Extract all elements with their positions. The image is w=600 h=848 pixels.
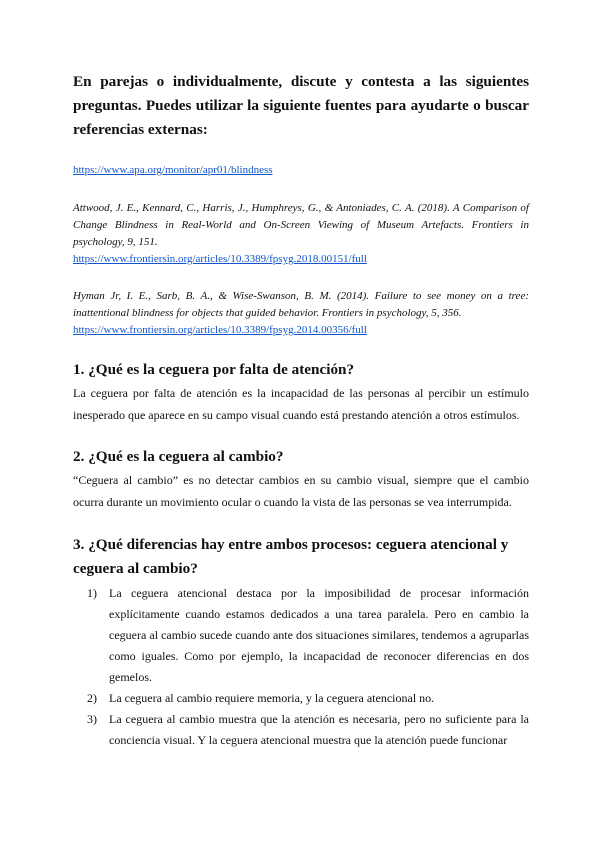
apa-link[interactable]: https://www.apa.org/monitor/apr01/blindness: [73, 164, 273, 176]
question-3-title: 3. ¿Qué diferencias hay entre ambos procesos: ceguera atencional y ceguera al cambio?: [73, 536, 509, 577]
reference-citation: Hyman Jr, I. E., Sarb, B. A., & Wise-Swanson, B. M. (2014). Failure to see money on a tree: inattentional blindness for objects that guided behavior. Frontiers in psychology, 5, 356.: [73, 290, 529, 319]
list-item: [73, 688, 529, 709]
question-1-title: 1. ¿Qué es la ceguera por falta de atención?: [73, 361, 355, 378]
reference-hyman: [73, 288, 529, 339]
list-item-text: La ceguera al cambio muestra que la atención es necesaria, pero no suficiente para la conciencia visual. Y la ceguera atencional muestra que la atención puede funcionar: [109, 712, 529, 747]
question-3-answer-list: [73, 583, 529, 751]
question-2-title: 2. ¿Qué es la ceguera al cambio?: [73, 448, 284, 465]
list-item-text: La ceguera atencional destaca por la imposibilidad de procesar información explícitamente cuando estamos dedicados a una tarea paralela. Pero en cambio la ceguera al cambio sucede cuando ante dos situaciones similares, tendemos a agruparlas como iguales. Como por ejemplo, la incapacidad de reconocer diferencias en dos gemelos.: [109, 586, 529, 684]
reference-link[interactable]: https://www.frontiersin.org/articles/10.3389/fpsyg.2014.00356/full: [73, 324, 367, 336]
reference-citation: Attwood, J. E., Kennard, C., Harris, J., Humphreys, G., & Antoniades, C. A. (2018). A Comparison of Change Blindness in Real-World and On-Screen Viewing of Museum Artefacts. Frontiers in psychology, 9, 151.: [73, 202, 529, 248]
list-item: [73, 709, 529, 751]
list-item-text: La ceguera al cambio requiere memoria, y la ceguera atencional no.: [109, 691, 435, 705]
list-item-number: 3): [87, 712, 97, 726]
intro-instructions: En parejas o individualmente, discute y contesta a las siguientes preguntas. Puedes utilizar la siguiente fuentes para ayudarte o buscar referencias externas:: [73, 73, 529, 138]
reference-link[interactable]: https://www.frontiersin.org/articles/10.3389/fpsyg.2018.00151/full: [73, 253, 367, 265]
reference-attwood: [73, 200, 529, 268]
list-item: [73, 583, 529, 688]
question-2-answer: “Ceguera al cambio” es no detectar cambios en su cambio visual, siempre que el cambio ocurra durante un movimiento ocular o cuando la vista de las personas se vea interrumpida.: [73, 473, 529, 509]
document-content: [73, 70, 529, 751]
question-1-answer: La ceguera por falta de atención es la incapacidad de las personas al percibir un estímulo inesperado que aparece en su campo visual cuando está prestando atención a otros estímulos.: [73, 386, 529, 422]
list-item-number: 2): [87, 691, 97, 705]
list-item-number: 1): [87, 586, 97, 600]
